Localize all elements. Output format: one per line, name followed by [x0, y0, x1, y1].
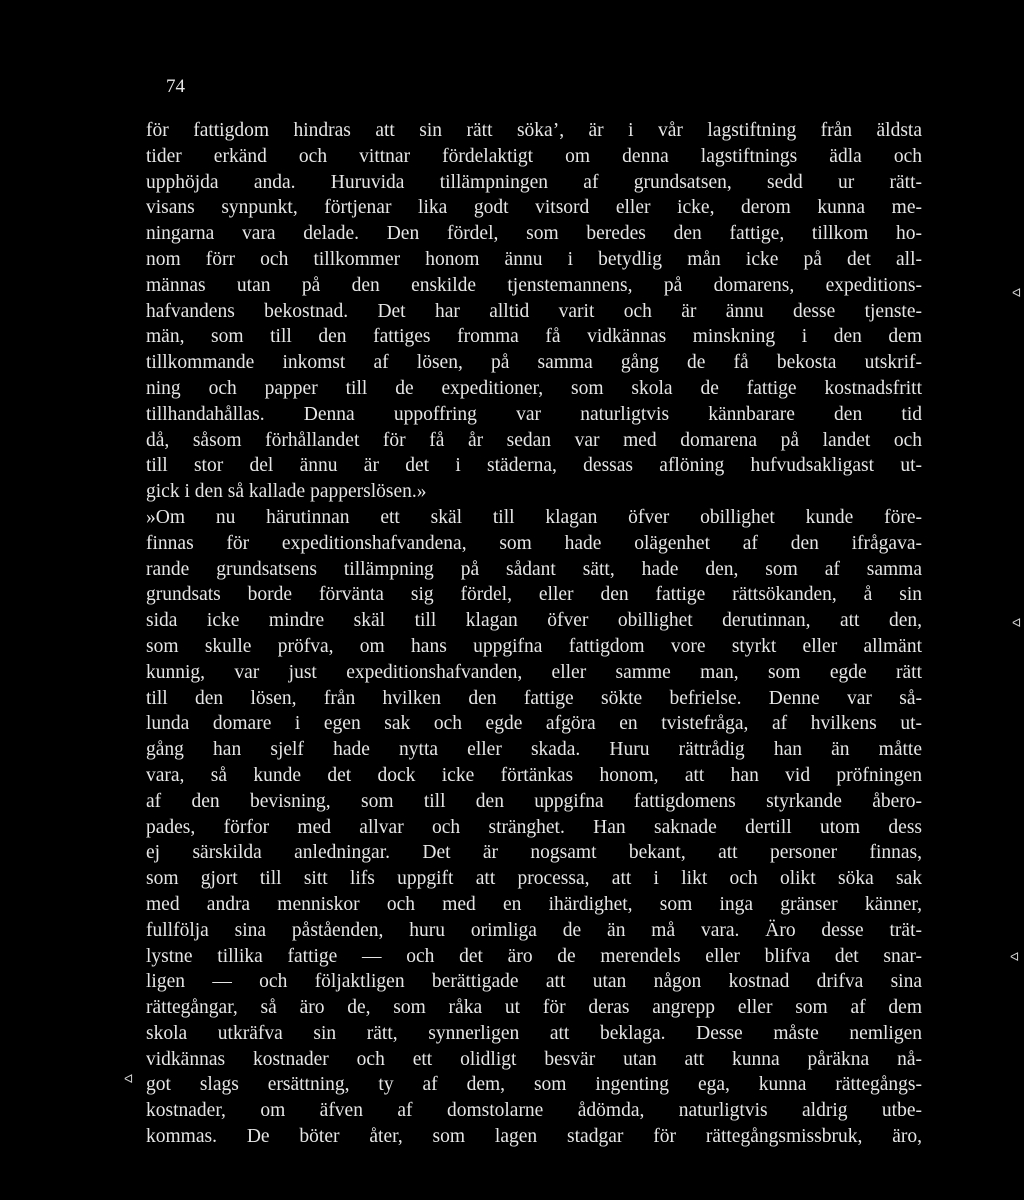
text-line: rättegångar, så äro de, som råka ut för deras angrepp eller som af dem — [146, 997, 922, 1019]
text-line: nom förr och tillkommer honom ännu i betydlig mån icke på det all- — [146, 248, 922, 270]
margin-mark: ᐊ — [124, 1072, 134, 1086]
margin-mark: ᐊ — [1010, 950, 1020, 964]
text-line: »Om nu härutinnan ett skäl till klagan öfver obillighet kunde före- — [146, 506, 922, 528]
text-line: män, som till den fattiges fromma få vidkännas minskning i den dem — [146, 326, 922, 348]
text-line: till stor del ännu är det i städerna, dessas aflöning hufvudsakligast ut- — [146, 455, 922, 477]
margin-mark: ᐊ — [1012, 616, 1022, 630]
text-line: med andra menniskor och med en ihärdighet, som inga gränser känner, — [146, 893, 922, 915]
text-line: tillkommande inkomst af lösen, på samma gång de få bekosta utskrif- — [146, 352, 922, 374]
text-line: för fattigdom hindras att sin rätt söka’, är i vår lagstiftning från äldsta — [146, 120, 922, 141]
text-line: kostnader, om äfven af domstolarne ådömda, naturligtvis aldrig utbe- — [146, 1100, 922, 1122]
text-line: ligen — och följaktligen berättigade att utan någon kostnad drifva sina — [146, 971, 922, 993]
body-text — [146, 118, 922, 1150]
text-line: som gjort till sitt lifs uppgift att processa, att i likt och olikt söka sak — [146, 868, 922, 890]
margin-mark: ᐊ — [1012, 286, 1022, 300]
text-line: tillhandahållas. Denna uppoffring var naturligtvis kännbarare den tid — [146, 403, 922, 425]
text-line: lunda domare i egen sak och egde afgöra en tvistefråga, af hvilkens ut- — [146, 713, 922, 735]
text-line: kunnig, var just expeditionshafvanden, eller samme man, som egde rätt — [146, 661, 922, 683]
text-line: ning och papper till de expeditioner, som skola de fattige kostnadsfritt — [146, 377, 922, 399]
text-line: grundsats borde förvänta sig fördel, eller den fattige rättsökanden, å sin — [146, 584, 922, 606]
text-line: fullfölja sina påståenden, huru orimliga de än må vara. Äro desse trät- — [146, 919, 922, 941]
text-line: gång han sjelf hade nytta eller skada. Huru rättrådig han än måtte — [146, 739, 922, 761]
text-line: vidkännas kostnader och ett olidligt besvär utan att kunna påräkna nå- — [146, 1048, 922, 1070]
text-line: till den lösen, från hvilken den fattige sökte befrielse. Denne var så- — [146, 687, 922, 709]
text-line: upphöjda anda. Huruvida tillämpningen af grundsatsen, sedd ur rätt- — [146, 171, 922, 193]
page-number: 74 — [166, 76, 185, 97]
text-line: rande grundsatsens tillämpning på sådant sätt, hade den, som af samma — [146, 558, 922, 580]
text-line: männas utan på den enskilde tjenstemannens, på domarens, expeditions- — [146, 274, 922, 296]
text-line: ningarna vara delade. Den fördel, som beredes den fattige, tillkom ho- — [146, 223, 922, 245]
text-line: ej särskilda anledningar. Det är nogsamt bekant, att personer finnas, — [146, 842, 922, 864]
text-line: visans synpunkt, förtjenar lika godt vitsord eller icke, derom kunna me- — [146, 197, 922, 219]
text-line: skola utkräfva sin rätt, synnerligen att beklaga. Desse måste nemligen — [146, 1022, 922, 1044]
text-line: vara, så kunde det dock icke förtänkas honom, att han vid pröfningen — [146, 764, 922, 786]
text-line: pades, förfor med allvar och stränghet. Han saknade dertill utom dess — [146, 816, 922, 838]
text-line: af den bevisning, som till den uppgifna fattigdomens styrkande åbero- — [146, 790, 922, 812]
text-line: gick i den så kallade papperslösen.» — [146, 481, 427, 503]
text-line: kommas. De böter åter, som lagen stadgar för rättegångsmissbruk, äro, — [146, 1126, 922, 1148]
text-line: hafvandens bekostnad. Det har alltid varit och är ännu desse tjenste- — [146, 300, 922, 322]
text-line: finnas för expeditionshafvandena, som hade olägenhet af den ifrågava- — [146, 532, 922, 554]
text-line: sida icke mindre skäl till klagan öfver obillighet derutinnan, att den, — [146, 610, 922, 632]
text-line: tider erkänd och vittnar fördelaktigt om denna lagstiftnings ädla och — [146, 145, 922, 167]
text-line: lystne tillika fattige — och det äro de merendels eller blifva det snar- — [146, 945, 922, 967]
text-line: då, såsom förhållandet för få år sedan var med domarena på landet och — [146, 429, 922, 451]
text-line: got slags ersättning, ty af dem, som ingenting ega, kunna rättegångs- — [146, 1074, 922, 1096]
text-line: som skulle pröfva, om hans uppgifna fattigdom vore styrkt eller allmänt — [146, 635, 922, 657]
